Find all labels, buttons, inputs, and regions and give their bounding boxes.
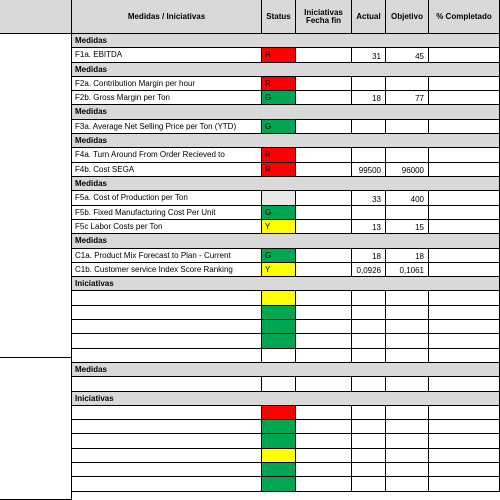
actual-cell[interactable]: 13 [352, 220, 386, 234]
measure-label[interactable] [72, 477, 262, 492]
measure-label[interactable] [72, 449, 262, 463]
fecha-cell[interactable] [296, 406, 352, 420]
completado-cell[interactable] [429, 249, 500, 263]
status-cell[interactable]: R [262, 77, 296, 91]
completado-cell[interactable] [429, 148, 500, 163]
blank-cell[interactable] [352, 349, 386, 363]
objetivo-cell[interactable] [386, 148, 429, 163]
actual-cell[interactable] [352, 291, 386, 306]
measure-label[interactable] [72, 334, 262, 349]
fecha-cell[interactable] [296, 334, 352, 349]
section-header[interactable]: Medidas [72, 363, 500, 377]
measure-label[interactable]: F2a. Contribution Margin per hour [72, 77, 262, 91]
actual-cell[interactable] [352, 477, 386, 492]
section-header[interactable]: Medidas [72, 134, 500, 148]
fecha-cell[interactable] [296, 77, 352, 91]
fecha-cell[interactable] [296, 306, 352, 320]
objetivo-cell[interactable] [386, 320, 429, 334]
objetivo-cell[interactable]: 0,1061 [386, 263, 429, 277]
measure-label[interactable]: F5b. Fixed Manufacturing Cost Per Unit [72, 206, 262, 220]
completado-cell[interactable] [429, 220, 500, 234]
header-objetivo[interactable]: Objetivo [386, 0, 429, 34]
fecha-cell[interactable] [296, 220, 352, 234]
group-cell[interactable] [0, 358, 72, 500]
fecha-cell[interactable] [296, 320, 352, 334]
status-cell[interactable] [262, 449, 296, 463]
measure-label[interactable] [72, 434, 262, 449]
completado-cell[interactable] [429, 406, 500, 420]
section-header[interactable]: Medidas [72, 177, 500, 191]
status-cell[interactable] [262, 191, 296, 206]
fecha-cell[interactable] [296, 48, 352, 63]
actual-cell[interactable]: 18 [352, 249, 386, 263]
header-medidas[interactable]: Medidas / Iniciativas [72, 0, 262, 34]
objetivo-cell[interactable] [386, 449, 429, 463]
section-header[interactable]: Iniciativas [72, 392, 500, 406]
objetivo-cell[interactable] [386, 206, 429, 220]
measure-label[interactable] [72, 406, 262, 420]
blank-cell[interactable] [352, 377, 386, 392]
header-actual[interactable]: Actual [352, 0, 386, 34]
actual-cell[interactable] [352, 406, 386, 420]
header-status[interactable]: Status [262, 0, 296, 34]
fecha-cell[interactable] [296, 463, 352, 477]
blank-cell[interactable] [429, 377, 500, 392]
status-cell[interactable]: G [262, 249, 296, 263]
blank-cell[interactable] [72, 349, 262, 363]
actual-cell[interactable] [352, 434, 386, 449]
completado-cell[interactable] [429, 206, 500, 220]
fecha-cell[interactable] [296, 449, 352, 463]
objetivo-cell[interactable]: 18 [386, 249, 429, 263]
status-cell[interactable]: Y [262, 220, 296, 234]
completado-cell[interactable] [429, 120, 500, 134]
objetivo-cell[interactable]: 77 [386, 91, 429, 105]
measure-label[interactable] [72, 463, 262, 477]
actual-cell[interactable]: 18 [352, 91, 386, 105]
completado-cell[interactable] [429, 434, 500, 449]
measure-label[interactable] [72, 291, 262, 306]
objetivo-cell[interactable] [386, 77, 429, 91]
measure-label[interactable]: F1a. EBITDA [72, 48, 262, 63]
actual-cell[interactable] [352, 463, 386, 477]
completado-cell[interactable] [429, 449, 500, 463]
status-cell[interactable] [262, 434, 296, 449]
fecha-cell[interactable] [296, 206, 352, 220]
section-header[interactable]: Medidas [72, 34, 500, 48]
fecha-cell[interactable] [296, 420, 352, 434]
header-blank[interactable] [0, 0, 72, 34]
objetivo-cell[interactable]: 400 [386, 191, 429, 206]
blank-cell[interactable] [296, 377, 352, 392]
actual-cell[interactable] [352, 420, 386, 434]
actual-cell[interactable] [352, 449, 386, 463]
fecha-cell[interactable] [296, 263, 352, 277]
completado-cell[interactable] [429, 77, 500, 91]
blank-cell[interactable] [262, 349, 296, 363]
measure-label[interactable] [72, 320, 262, 334]
header-iniciativas-fecha[interactable]: Iniciativas Fecha fin [296, 0, 352, 34]
objetivo-cell[interactable] [386, 420, 429, 434]
measure-label[interactable]: C1a. Product Mix Forecast to Plan - Current [72, 249, 262, 263]
completado-cell[interactable] [429, 191, 500, 206]
objetivo-cell[interactable] [386, 291, 429, 306]
blank-cell[interactable] [72, 377, 262, 392]
blank-cell[interactable] [429, 349, 500, 363]
fecha-cell[interactable] [296, 91, 352, 105]
completado-cell[interactable] [429, 48, 500, 63]
objetivo-cell[interactable]: 96000 [386, 163, 429, 177]
measure-label[interactable] [72, 306, 262, 320]
objetivo-cell[interactable]: 15 [386, 220, 429, 234]
status-cell[interactable] [262, 420, 296, 434]
measure-label[interactable]: F2b. Gross Margin per Ton [72, 91, 262, 105]
completado-cell[interactable] [429, 420, 500, 434]
measure-label[interactable]: F5a. Cost of Production per Ton [72, 191, 262, 206]
section-header[interactable]: Medidas [72, 234, 500, 249]
fecha-cell[interactable] [296, 249, 352, 263]
blank-cell[interactable] [296, 349, 352, 363]
section-header[interactable]: Medidas [72, 105, 500, 120]
status-cell[interactable] [262, 477, 296, 492]
status-cell[interactable] [262, 320, 296, 334]
completado-cell[interactable] [429, 163, 500, 177]
blank-cell[interactable] [262, 377, 296, 392]
measure-label[interactable]: F5c Labor Costs per Ton [72, 220, 262, 234]
actual-cell[interactable] [352, 148, 386, 163]
objetivo-cell[interactable] [386, 477, 429, 492]
objetivo-cell[interactable]: 45 [386, 48, 429, 63]
status-cell[interactable]: R [262, 163, 296, 177]
completado-cell[interactable] [429, 334, 500, 349]
fecha-cell[interactable] [296, 434, 352, 449]
fecha-cell[interactable] [296, 120, 352, 134]
completado-cell[interactable] [429, 477, 500, 492]
blank-cell[interactable] [386, 377, 429, 392]
header-completado[interactable]: % Completado [429, 0, 500, 34]
section-header[interactable]: Iniciativas [72, 277, 500, 291]
fecha-cell[interactable] [296, 148, 352, 163]
status-cell[interactable] [262, 334, 296, 349]
objetivo-cell[interactable] [386, 334, 429, 349]
status-cell[interactable]: R [262, 148, 296, 163]
status-cell[interactable] [262, 306, 296, 320]
measure-label[interactable]: F4b. Cost SEGA [72, 163, 262, 177]
actual-cell[interactable] [352, 306, 386, 320]
status-cell[interactable] [262, 463, 296, 477]
status-cell[interactable]: Y [262, 263, 296, 277]
blank-cell[interactable] [386, 349, 429, 363]
completado-cell[interactable] [429, 91, 500, 105]
actual-cell[interactable]: 99500 [352, 163, 386, 177]
group-cell[interactable] [0, 34, 72, 358]
actual-cell[interactable] [352, 206, 386, 220]
measure-label[interactable] [72, 420, 262, 434]
completado-cell[interactable] [429, 306, 500, 320]
objetivo-cell[interactable] [386, 306, 429, 320]
completado-cell[interactable] [429, 263, 500, 277]
actual-cell[interactable]: 33 [352, 191, 386, 206]
measure-label[interactable]: F3a. Average Net Selling Price per Ton (YTD) [72, 120, 262, 134]
objetivo-cell[interactable] [386, 463, 429, 477]
actual-cell[interactable]: 0,0926 [352, 263, 386, 277]
section-header[interactable]: Medidas [72, 63, 500, 77]
fecha-cell[interactable] [296, 291, 352, 306]
completado-cell[interactable] [429, 320, 500, 334]
actual-cell[interactable] [352, 120, 386, 134]
completado-cell[interactable] [429, 463, 500, 477]
fecha-cell[interactable] [296, 191, 352, 206]
actual-cell[interactable]: 31 [352, 48, 386, 63]
status-cell[interactable]: G [262, 206, 296, 220]
status-cell[interactable] [262, 406, 296, 420]
status-cell[interactable]: G [262, 120, 296, 134]
status-cell[interactable] [262, 291, 296, 306]
actual-cell[interactable] [352, 77, 386, 91]
actual-cell[interactable] [352, 320, 386, 334]
status-cell[interactable]: G [262, 91, 296, 105]
fecha-cell[interactable] [296, 163, 352, 177]
actual-cell[interactable] [352, 334, 386, 349]
status-cell[interactable]: R [262, 48, 296, 63]
measure-label[interactable]: F4a. Turn Around From Order Recieved to [72, 148, 262, 163]
completado-cell[interactable] [429, 291, 500, 306]
measure-label[interactable]: C1b. Customer service Index Score Ranking [72, 263, 262, 277]
fecha-cell[interactable] [296, 477, 352, 492]
objetivo-cell[interactable] [386, 434, 429, 449]
objetivo-cell[interactable] [386, 406, 429, 420]
objetivo-cell[interactable] [386, 120, 429, 134]
